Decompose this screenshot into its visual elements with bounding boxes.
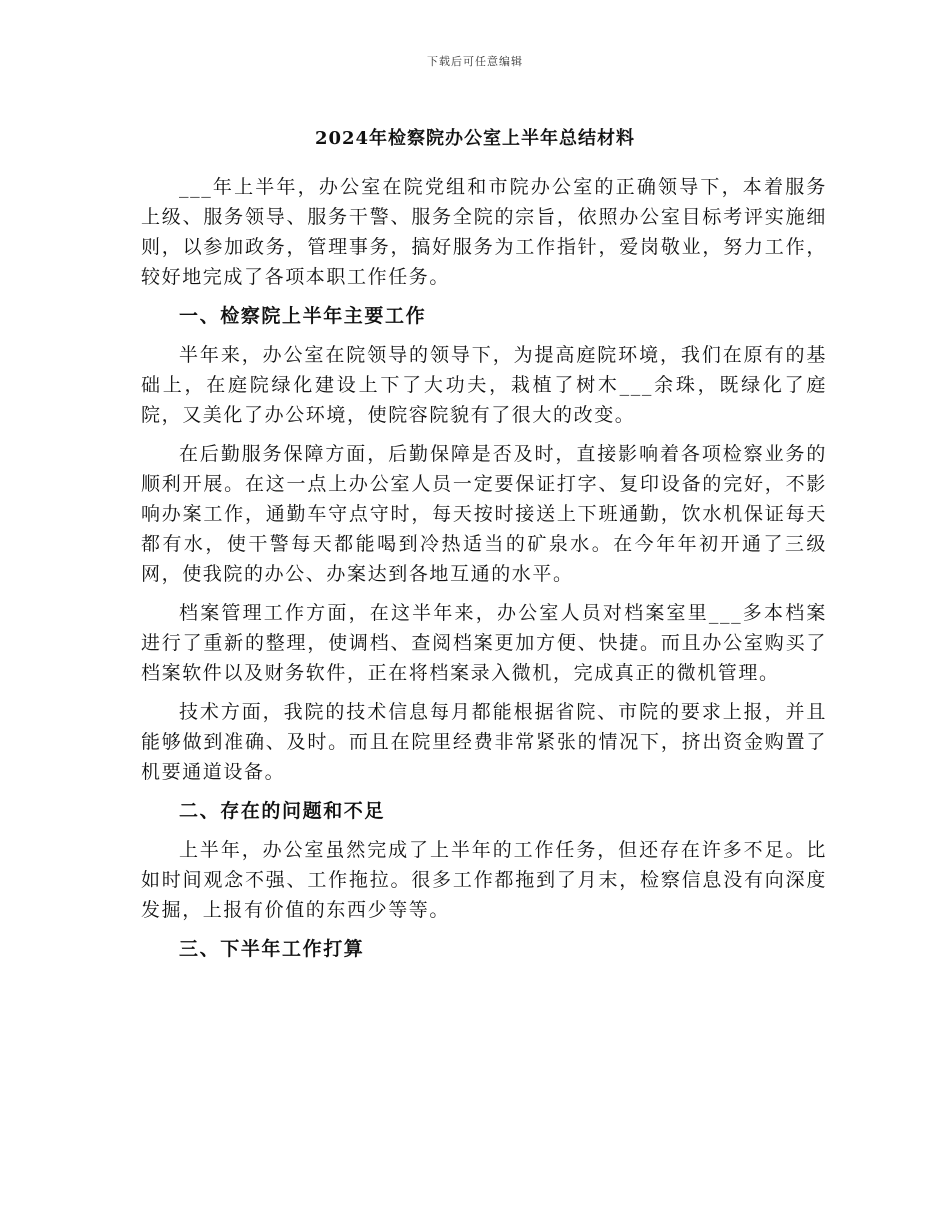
paragraph-logistics: 在后勤服务保障方面，后勤保障是否及时，直接影响着各项检察业务的顺利开展。在这一点上办公室人员一定要保证打字、复印设备的完好，不影响办案工作，通勤车守点守时，每天按时接送上下班通勤，饮水机保证每天都有水，使干警每天都能喝到冷热适当的矿泉水。在今年年初开通了三级网，使我院的办公、办案达到各地互通的水平。: [141, 443, 827, 585]
paragraph-archives: 档案管理工作方面，在这半年来，办公室人员对档案室里___多本档案进行了重新的整理，使调档、查阅档案更加方便、快捷。而且办公室购买了档案软件以及财务软件，正在将档案录入微机，完成真正的微机管理。: [141, 602, 827, 684]
paragraph-technology: 技术方面，我院的技术信息每月都能根据省院、市院的要求上报，并且能够做到准确、及时。而且在院里经费非常紧张的情况下，挤出资金购置了机要通道设备。: [141, 701, 827, 783]
paragraph-greening: 半年来，办公室在院领导的领导下，为提高庭院环境，我们在原有的基础上，在庭院绿化建设上下了大功夫，栽植了树木___余珠，既绿化了庭院，又美化了办公环境，使院容院貌有了很大的改变。: [141, 344, 827, 426]
header-note: 下载后可任意编辑: [427, 55, 523, 68]
section-heading-3: 三、下半年工作打算: [179, 938, 365, 960]
section-heading-2: 二、存在的问题和不足: [179, 800, 386, 822]
paragraph-shortcomings: 上半年，办公室虽然完成了上半年的工作任务，但还存在许多不足。比如时间观念不强、工作拖拉。很多工作都拖到了月末，检察信息没有向深度发掘，上报有价值的东西少等等。: [141, 839, 827, 921]
document-body: [141, 172, 827, 973]
document-title: 2024年检察院办公室上半年总结材料: [314, 128, 636, 149]
intro-paragraph: ___年上半年，办公室在院党组和市院办公室的正确领导下，本着服务上级、服务领导、服务干警、服务全院的宗旨，依照办公室目标考评实施细则，以参加政务，管理事务，搞好服务为工作指针，爱岗敬业，努力工作，较好地完成了各项本职工作任务。: [141, 176, 827, 288]
section-heading-1: 一、检察院上半年主要工作: [179, 305, 427, 327]
